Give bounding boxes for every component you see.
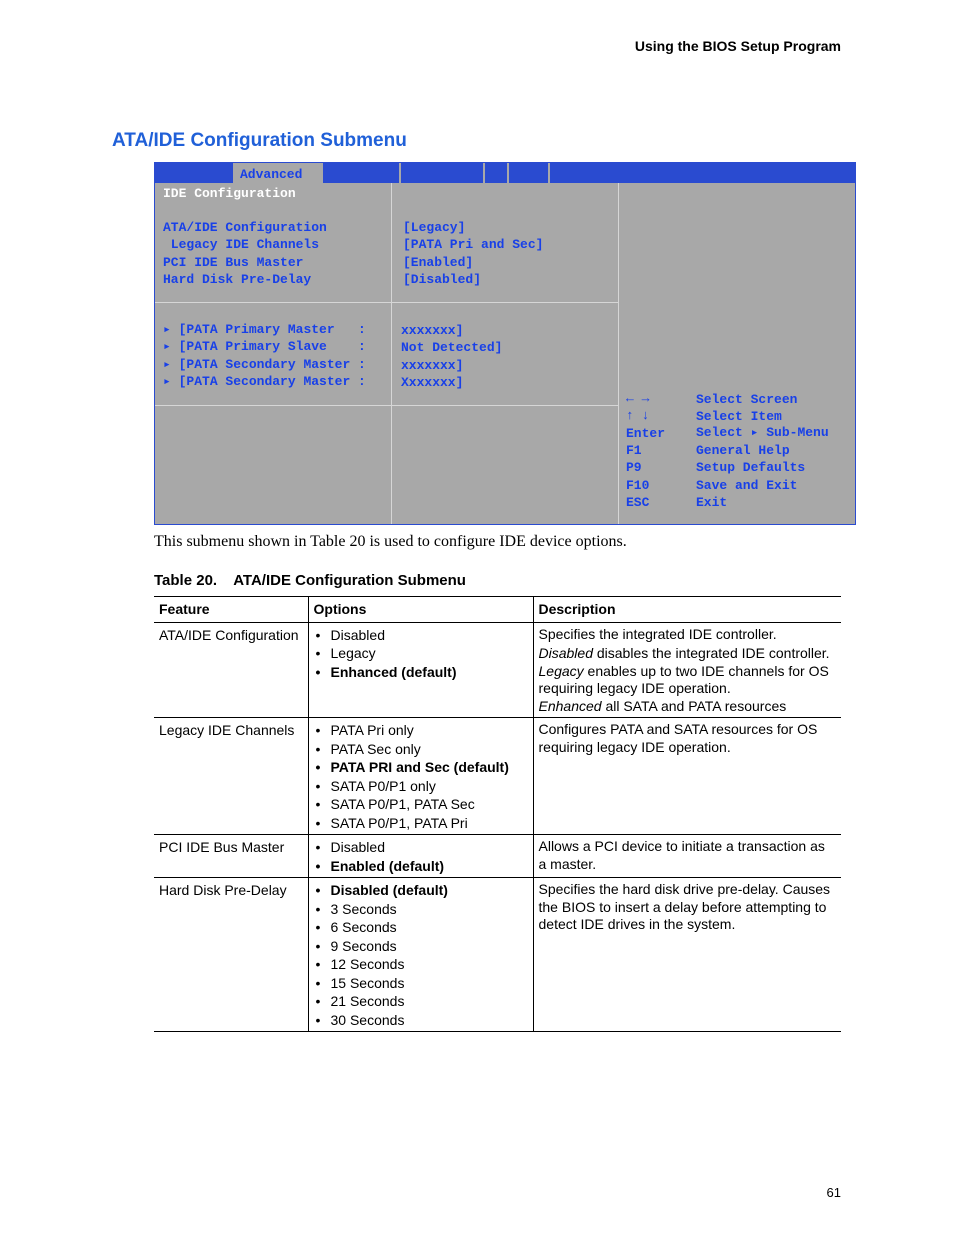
table-row — [154, 878, 841, 1032]
description-text — [539, 645, 837, 663]
description-cell — [533, 878, 841, 1032]
description-text: Specifies the hard disk drive pre-delay. Causes the BIOS to insert a delay before attempting to detect IDE drives in the system. — [538, 881, 831, 932]
option-item: • 21 Seconds — [314, 992, 528, 1011]
option-item: • 6 Seconds — [314, 918, 528, 937]
help-key: Enter — [626, 426, 666, 441]
help-key: F10 — [626, 478, 650, 493]
menu-bar-separator — [321, 163, 323, 183]
bios-submenu-value: xxxxxxx] — [401, 358, 464, 373]
bios-panel-title: IDE Configuration — [163, 186, 296, 201]
column-header-options: Options — [308, 597, 533, 623]
feature-cell: Hard Disk Pre-Delay — [154, 878, 308, 1032]
option-item: • 30 Seconds — [314, 1011, 528, 1030]
column-header-feature: Feature — [154, 597, 308, 623]
option-item: • SATA P0/P1, PATA Sec — [314, 795, 528, 814]
description-text: Allows a PCI device to initiate a transaction as a master. — [538, 838, 825, 872]
menu-bar-separator — [507, 163, 509, 183]
option-item: • 9 Seconds — [314, 937, 528, 956]
bios-row-divider — [155, 302, 618, 303]
page-number: 61 — [826, 1185, 841, 1200]
option-item-default: • Enhanced (default) — [314, 663, 528, 682]
description-rest: all SATA and PATA resources — [601, 697, 787, 714]
description-rest: enables up to two IDE channels for OS requiring legacy IDE operation. — [538, 662, 829, 696]
column-header-description: Description — [533, 597, 841, 623]
bios-column-divider — [618, 183, 619, 525]
option-item: • 12 Seconds — [314, 955, 528, 974]
help-action: Save and Exit — [696, 478, 798, 493]
help-key: ESC — [626, 495, 650, 510]
option-item-default: • Enabled (default) — [314, 857, 528, 876]
options-cell — [308, 718, 533, 835]
option-item: • Disabled — [314, 838, 528, 857]
bios-setting-value[interactable]: [PATA Pri and Sec] — [403, 237, 544, 252]
help-key: ← → — [626, 391, 650, 406]
help-action: Setup Defaults — [696, 460, 806, 475]
feature-cell: Legacy IDE Channels — [154, 718, 308, 835]
menu-bar-separator — [483, 163, 485, 183]
help-action: Select ▸ Sub-Menu — [696, 425, 829, 440]
description-rest: disables the integrated IDE controller. — [592, 645, 830, 661]
table-row — [154, 622, 841, 718]
option-item: • 3 Seconds — [314, 900, 528, 919]
description-cell — [533, 622, 841, 718]
option-item: • PATA Sec only — [314, 740, 528, 759]
option-item: • SATA P0/P1, PATA Pri — [314, 814, 528, 833]
option-item-default: • Disabled (default) — [314, 881, 528, 900]
table-row — [154, 835, 841, 878]
options-cell — [308, 878, 533, 1032]
intro-paragraph: This submenu shown in Table 20 is used to configure IDE device options. — [154, 533, 627, 550]
description-cell — [533, 835, 841, 878]
section-title: ATA/IDE Configuration Submenu — [112, 130, 407, 151]
bios-column-divider — [391, 183, 392, 525]
description-term: Disabled — [538, 645, 593, 661]
bios-tab-advanced[interactable] — [233, 163, 321, 183]
bios-submenu-item[interactable]: ▸ [PATA Secondary Master : — [163, 357, 366, 372]
options-cell — [308, 622, 533, 718]
bios-tab-label: Advanced — [240, 167, 303, 182]
table-row — [154, 718, 841, 835]
help-key: P9 — [626, 460, 642, 475]
help-action: General Help — [696, 443, 790, 458]
bios-setting-label[interactable]: Legacy IDE Channels — [163, 237, 320, 252]
feature-cell: PCI IDE Bus Master — [154, 835, 308, 878]
help-action: Exit — [696, 495, 728, 510]
bios-submenu-value: xxxxxxx] — [401, 323, 464, 338]
bios-submenu-item[interactable]: ▸ [PATA Secondary Master : — [163, 374, 366, 389]
options-cell — [308, 835, 533, 878]
bios-setting-value[interactable]: [Disabled] — [403, 272, 482, 287]
description-cell — [533, 718, 841, 835]
help-key: F1 — [626, 443, 642, 458]
bios-submenu-value: Xxxxxxx] — [401, 375, 464, 390]
table-header-row — [154, 597, 841, 623]
option-item: • SATA P0/P1 only — [314, 777, 528, 796]
bios-setting-label[interactable]: PCI IDE Bus Master — [163, 255, 304, 270]
bios-submenu-item[interactable]: ▸ [PATA Primary Slave : — [163, 339, 366, 354]
option-item: • Legacy — [314, 644, 528, 663]
bios-submenu-item[interactable]: ▸ [PATA Primary Master : — [163, 322, 366, 337]
help-action: Select Screen — [696, 392, 798, 407]
feature-cell: ATA/IDE Configuration — [154, 622, 308, 718]
running-header: Using the BIOS Setup Program — [634, 38, 841, 54]
description-term: Legacy — [538, 662, 584, 679]
option-item-default: • PATA PRI and Sec (default) — [314, 758, 528, 777]
bios-setting-value[interactable]: [Legacy] — [403, 220, 466, 235]
description-text — [539, 663, 837, 698]
menu-bar-separator — [548, 163, 550, 183]
help-key: ↑ ↓ — [626, 408, 650, 423]
description-text: Specifies the integrated IDE controller. — [538, 625, 777, 642]
description-text: Configures PATA and SATA resources for OS requiring legacy IDE operation. — [538, 721, 818, 755]
menu-bar-separator — [399, 163, 401, 183]
help-action: Select Item — [696, 409, 782, 424]
bios-row-divider — [155, 405, 618, 406]
option-item: • Disabled — [314, 626, 528, 645]
ide-config-table — [154, 596, 841, 1032]
description-text — [539, 698, 837, 716]
bios-setting-value[interactable]: [Enabled] — [403, 255, 474, 270]
bios-setting-label[interactable]: ATA/IDE Configuration — [163, 220, 327, 235]
bios-setting-label[interactable]: Hard Disk Pre-Delay — [163, 272, 312, 287]
bios-setup-screenshot — [154, 162, 856, 525]
bios-submenu-value: Not Detected] — [401, 340, 503, 355]
option-item: • PATA Pri only — [314, 721, 528, 740]
description-term: Enhanced — [538, 697, 602, 714]
table-caption: Table 20. ATA/IDE Configuration Submenu — [154, 572, 466, 589]
option-item: • 15 Seconds — [314, 974, 528, 993]
